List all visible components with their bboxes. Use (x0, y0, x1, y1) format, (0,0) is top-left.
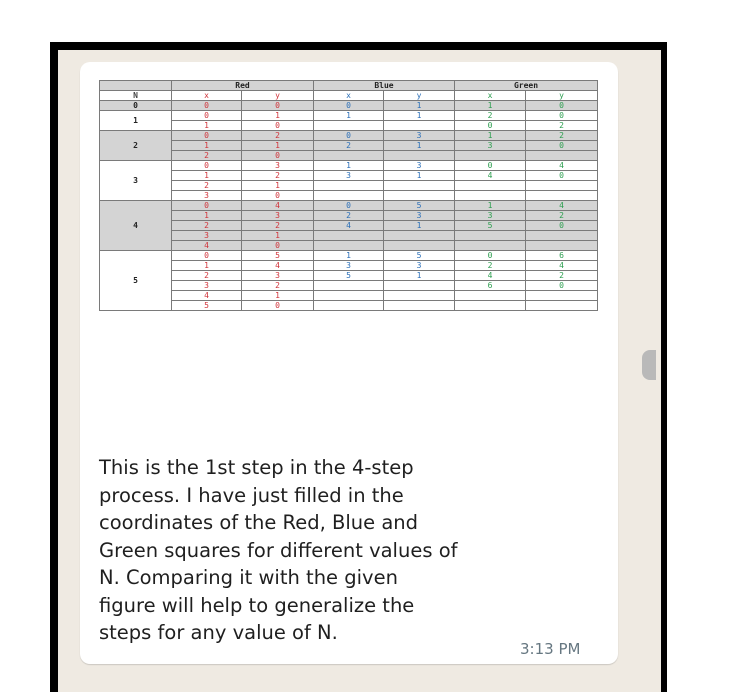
green-y-cell: 2 (526, 271, 598, 281)
red-y-cell: 2 (242, 281, 314, 291)
blue-x-cell: 2 (314, 211, 384, 221)
blue-y-cell: 1 (384, 171, 455, 181)
table-row (100, 191, 598, 201)
scroll-handle[interactable] (642, 350, 656, 380)
green-x-cell (455, 231, 526, 241)
blue-x-cell: 1 (314, 111, 384, 121)
red-x-header: x (172, 91, 242, 101)
green-y-cell (526, 191, 598, 201)
green-group-header: Green (455, 81, 598, 91)
green-x-cell: 0 (455, 161, 526, 171)
blue-y-cell (384, 301, 455, 311)
blue-x-cell: 5 (314, 271, 384, 281)
red-y-cell: 1 (242, 181, 314, 191)
n-value-cell: 2 (100, 131, 172, 161)
blue-y-cell: 3 (384, 161, 455, 171)
table-row (100, 221, 598, 231)
red-y-cell: 5 (242, 251, 314, 261)
red-y-cell: 3 (242, 271, 314, 281)
blue-y-cell: 1 (384, 141, 455, 151)
table-row (100, 301, 598, 311)
green-y-cell: 0 (526, 101, 598, 111)
red-x-cell: 0 (172, 101, 242, 111)
table-row (100, 111, 598, 121)
blue-y-cell (384, 151, 455, 161)
red-x-cell: 1 (172, 261, 242, 271)
green-y-cell (526, 241, 598, 251)
blue-y-cell (384, 281, 455, 291)
table-row (100, 201, 598, 211)
blue-x-cell (314, 291, 384, 301)
green-x-cell: 1 (455, 101, 526, 111)
blue-y-cell (384, 191, 455, 201)
blue-y-cell: 5 (384, 201, 455, 211)
green-x-cell: 2 (455, 111, 526, 121)
green-y-cell: 4 (526, 161, 598, 171)
blue-y-cell: 3 (384, 261, 455, 271)
green-x-cell: 3 (455, 211, 526, 221)
blue-y-cell (384, 121, 455, 131)
n-value-cell: 0 (100, 101, 172, 111)
red-x-cell: 2 (172, 221, 242, 231)
green-x-cell (455, 291, 526, 301)
red-x-cell: 1 (172, 211, 242, 221)
blue-y-cell: 1 (384, 111, 455, 121)
table-row (100, 261, 598, 271)
axis-header-row (100, 91, 598, 101)
green-y-cell: 2 (526, 131, 598, 141)
green-y-cell: 2 (526, 211, 598, 221)
green-x-cell (455, 151, 526, 161)
table-row (100, 241, 598, 251)
green-x-cell (455, 181, 526, 191)
blue-y-cell (384, 231, 455, 241)
table-row (100, 121, 598, 131)
table-row (100, 291, 598, 301)
blue-x-header: x (314, 91, 384, 101)
blue-y-cell (384, 181, 455, 191)
green-x-cell (455, 301, 526, 311)
red-y-cell: 3 (242, 161, 314, 171)
red-y-cell: 2 (242, 221, 314, 231)
table-row (100, 151, 598, 161)
green-y-cell: 4 (526, 201, 598, 211)
table-row (100, 131, 598, 141)
blue-x-cell (314, 231, 384, 241)
red-y-cell: 0 (242, 301, 314, 311)
red-x-cell: 3 (172, 231, 242, 241)
red-y-cell: 0 (242, 191, 314, 201)
table-row (100, 271, 598, 281)
red-y-cell: 0 (242, 101, 314, 111)
blue-y-cell: 1 (384, 271, 455, 281)
n-value-cell: 3 (100, 161, 172, 201)
green-y-cell: 0 (526, 171, 598, 181)
blue-x-cell (314, 281, 384, 291)
red-x-cell: 0 (172, 111, 242, 121)
blue-y-cell: 5 (384, 251, 455, 261)
red-x-cell: 4 (172, 241, 242, 251)
blue-x-cell (314, 301, 384, 311)
blue-y-cell (384, 291, 455, 301)
blue-group-header: Blue (314, 81, 455, 91)
green-y-cell (526, 301, 598, 311)
red-y-cell: 3 (242, 211, 314, 221)
n-value-cell: 1 (100, 111, 172, 131)
n-column-header: N (100, 91, 172, 101)
red-x-cell: 2 (172, 151, 242, 161)
red-x-cell: 3 (172, 281, 242, 291)
green-x-cell: 5 (455, 221, 526, 231)
green-y-cell (526, 151, 598, 161)
blue-y-cell: 1 (384, 221, 455, 231)
blue-y-cell (384, 241, 455, 251)
red-x-cell: 2 (172, 271, 242, 281)
green-x-cell: 3 (455, 141, 526, 151)
blue-y-cell: 3 (384, 131, 455, 141)
table-row (100, 231, 598, 241)
red-y-header: y (242, 91, 314, 101)
blue-x-cell: 0 (314, 101, 384, 111)
red-y-cell: 4 (242, 261, 314, 271)
blue-x-cell: 0 (314, 201, 384, 211)
message-text: This is the 1st step in the 4-step process. I have just filled in the coordinates of the Red, Blue and Green squares for different values of N. Comparing it with the given figure will help to generalize the steps for any value of N. (99, 456, 458, 644)
green-x-cell: 2 (455, 261, 526, 271)
green-x-cell (455, 191, 526, 201)
red-y-cell: 1 (242, 231, 314, 241)
green-y-cell: 0 (526, 141, 598, 151)
table-row (100, 251, 598, 261)
blue-y-header: y (384, 91, 455, 101)
green-y-cell: 0 (526, 221, 598, 231)
table-row (100, 101, 598, 111)
blue-x-cell: 1 (314, 161, 384, 171)
red-y-cell: 0 (242, 241, 314, 251)
blue-y-cell: 1 (384, 101, 455, 111)
green-y-cell: 2 (526, 121, 598, 131)
green-y-cell: 4 (526, 261, 598, 271)
blank-header-cell (100, 81, 172, 91)
blue-x-cell: 1 (314, 251, 384, 261)
blue-x-cell (314, 151, 384, 161)
spreadsheet-image[interactable] (97, 78, 600, 436)
blue-x-cell: 3 (314, 261, 384, 271)
green-x-cell: 1 (455, 131, 526, 141)
red-x-cell: 1 (172, 121, 242, 131)
green-y-cell: 0 (526, 111, 598, 121)
message-timestamp: 3:13 PM (520, 640, 581, 658)
blue-x-cell (314, 121, 384, 131)
green-y-header: y (526, 91, 598, 101)
table-row (100, 281, 598, 291)
red-y-cell: 0 (242, 151, 314, 161)
red-x-cell: 2 (172, 181, 242, 191)
green-x-cell: 4 (455, 171, 526, 181)
red-x-cell: 0 (172, 251, 242, 261)
green-y-cell (526, 181, 598, 191)
table-row (100, 171, 598, 181)
red-y-cell: 1 (242, 141, 314, 151)
green-x-header: x (455, 91, 526, 101)
table-row (100, 211, 598, 221)
red-x-cell: 0 (172, 131, 242, 141)
table-row (100, 141, 598, 151)
blue-x-cell: 0 (314, 131, 384, 141)
green-x-cell: 0 (455, 251, 526, 261)
table-row (100, 161, 598, 171)
green-y-cell: 6 (526, 251, 598, 261)
green-x-cell: 4 (455, 271, 526, 281)
red-x-cell: 0 (172, 161, 242, 171)
n-value-cell: 4 (100, 201, 172, 251)
red-y-cell: 2 (242, 131, 314, 141)
red-group-header: Red (172, 81, 314, 91)
red-x-cell: 1 (172, 171, 242, 181)
green-x-cell: 1 (455, 201, 526, 211)
blue-x-cell: 2 (314, 141, 384, 151)
blue-x-cell (314, 191, 384, 201)
coordinates-table-body (100, 101, 598, 311)
red-x-cell: 4 (172, 291, 242, 301)
red-x-cell: 0 (172, 201, 242, 211)
n-value-cell: 5 (100, 251, 172, 311)
red-y-cell: 1 (242, 291, 314, 301)
red-y-cell: 0 (242, 121, 314, 131)
blue-x-cell (314, 181, 384, 191)
green-x-cell: 6 (455, 281, 526, 291)
red-y-cell: 2 (242, 171, 314, 181)
table-row (100, 181, 598, 191)
blue-x-cell: 3 (314, 171, 384, 181)
blue-x-cell: 4 (314, 221, 384, 231)
green-x-cell: 0 (455, 121, 526, 131)
blue-x-cell (314, 241, 384, 251)
red-y-cell: 4 (242, 201, 314, 211)
red-y-cell: 1 (242, 111, 314, 121)
coordinates-table (99, 80, 598, 311)
red-x-cell: 3 (172, 191, 242, 201)
red-x-cell: 5 (172, 301, 242, 311)
green-x-cell (455, 241, 526, 251)
red-x-cell: 1 (172, 141, 242, 151)
green-y-cell: 0 (526, 281, 598, 291)
green-y-cell (526, 291, 598, 301)
blue-y-cell: 3 (384, 211, 455, 221)
group-header-row (100, 81, 598, 91)
green-y-cell (526, 231, 598, 241)
